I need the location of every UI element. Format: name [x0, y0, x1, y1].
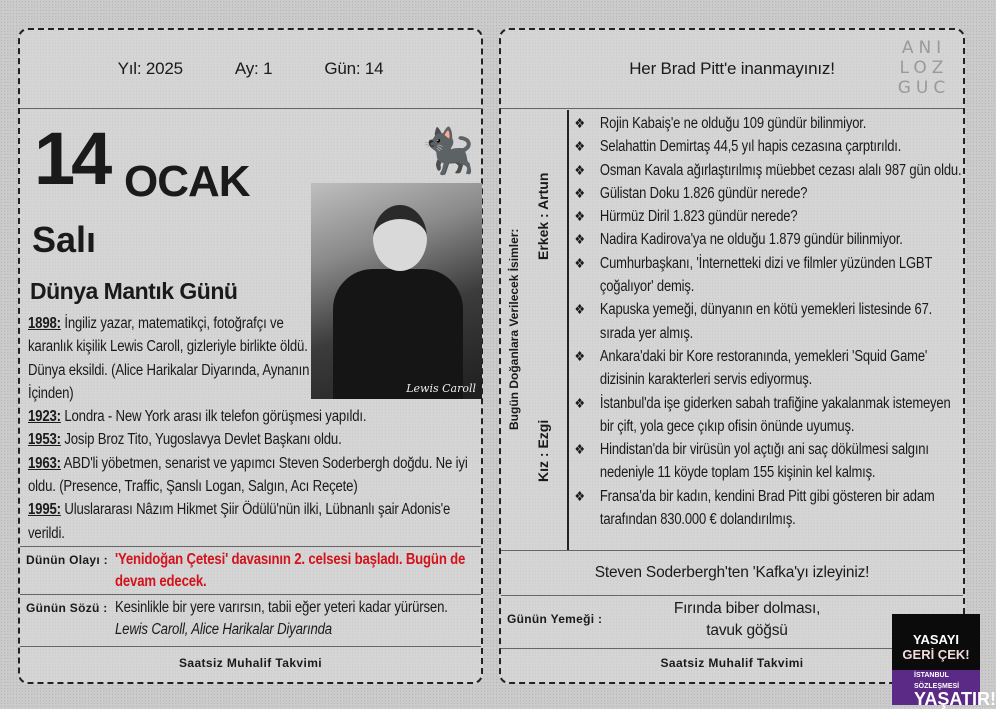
footer: Saatsiz Muhalif Takvimi [178, 656, 323, 670]
right-calendar-page [499, 28, 965, 684]
cheshire-cat-icon: 🐈‍⬛ [420, 127, 475, 176]
day-number: 14 [34, 117, 109, 200]
news-item: ❖ Osman Kavala ağırlaştırılmış müebbet cezası alalı 987 gün oldu. [571, 159, 963, 182]
news-item: ❖ Fransa'da bir kadın, kendini Brad Pitt gibi gösteren bir adam tarafından 830.000 € dolandırılmış. [571, 485, 963, 532]
news-item: ❖ Kapuska yemeği, dünyanın en kötü yemekleri listesinde 67. sırada yer almış. [571, 298, 963, 345]
footer: Saatsiz Muhalif Takvimi [660, 656, 804, 670]
food-of-day: Günün Yemeği : Fırında biber dolması, tavuk göğsü [507, 600, 821, 639]
news-item: ❖ İstanbul'da işe giderken sabah trafiğine yakalanmak istemeyen bir çift, yola gece çıkıp ofisin önünde uyumuş. [571, 392, 963, 439]
portrait-photo [311, 183, 482, 399]
weekday: Salı [32, 219, 97, 260]
event-item: 1963: ABD'li yöbetmen, senarist ve yapımcı Steven Soderbergh doğdu. Ne iyi oldu. (Presence, Traffic, Şanslı Logan, Salgın, Acı Reçete) [28, 454, 468, 496]
quote-of-day: Günün Sözü : Kesinlikle bir yere varırsın, tabii eğer yeteri kadar yürürsen. Lewis Caroll, Alice Harikalar Diyarında [26, 599, 448, 638]
news-item: ❖ Cumhurbaşkanı, 'İnternetteki dizi ve filmler yüzünden LGBT çoğalıyor' demiş. [571, 252, 963, 299]
left-calendar-page [18, 28, 483, 684]
photo-caption: Lewis Caroll [406, 382, 476, 395]
date-header [20, 30, 481, 108]
quote-source: Lewis Caroll, Alice Harikalar Diyarında [115, 621, 332, 638]
day-label: Gün: 14 [324, 59, 384, 78]
event-item: 1923: Londra - New York arası ilk telefon görüşmesi yapıldı. [28, 408, 367, 426]
female-name: Kız : Ezgi [535, 419, 551, 482]
event-item: 1953: Josip Broz Tito, Yugoslavya Devlet Başkanı oldu. [28, 431, 342, 449]
news-item: ❖ Ankara'daki bir Kore restoranında, yemekleri 'Squid Game' dizisinin karakterleri servis ediyormuş. [571, 345, 963, 392]
news-item: ❖ Selahattin Demirtaş 44,5 yıl hapis cezasına çarptırıldı. [571, 135, 963, 158]
recommendation: Steven Soderbergh'ten 'Kafka'yı izleyiniz! [594, 564, 870, 581]
baby-names: Bugün Doğanlara Verilecek İsimler: Erkek : Artun Kız : Ezgi [501, 110, 569, 550]
news-item: ❖ Hürmüz Diril 1.823 gündür nerede? [571, 205, 963, 228]
news-item: ❖ Nadira Kadirova'ya ne olduğu 1.879 gündür bilinmiyor. [571, 228, 963, 251]
news-item: ❖ Hindistan'da bir virüsün yol açtığı ani saç dökülmesi salgını nedeniyle 11 köyde toplam 155 kişinin kel kalmış. [571, 438, 963, 485]
header-slogan: Her Brad Pitt'e inanmayınız! [629, 59, 835, 78]
news-item: ❖ Rojin Kabaiş'e ne olduğu 109 gündür bilinmiyor. [571, 112, 963, 135]
year-label: Yıl: 2025 [117, 59, 183, 78]
event-of-day: Dünün Olayı : 'Yenidoğan Çetesi' davasının 2. celsesi başladı. Bugün de devam edecek. [26, 551, 466, 590]
event-item: 1898: İngiliz yazar, matematikçi, fotoğrafçı ve karanlık kişilik Lewis Caroll, gizleriyle birlikte öldü. Dünya eksildi. (Alice Harikalar Diyarında, Aynanın İçinden) [28, 315, 310, 402]
logo: ANI LOZ GUC [897, 38, 951, 98]
month-name: OCAK [124, 157, 250, 206]
male-name: Erkek : Artun [535, 172, 551, 260]
campaign-badge: YASAYI GERİ ÇEK! İSTANBUL SÖZLEŞMESİ YAŞATIR! [892, 614, 980, 705]
news-item: ❖ Gülistan Doku 1.826 gündür nerede? [571, 182, 963, 205]
month-label: Ay: 1 [234, 59, 273, 78]
news-list [571, 112, 963, 531]
special-day: Dünya Mantık Günü [30, 278, 238, 304]
event-item: 1995: Uluslararası Nâzım Hikmet Şiir Ödülü'nün ilki, Lübnanlı şair Adonis'e verildi. [28, 501, 451, 542]
